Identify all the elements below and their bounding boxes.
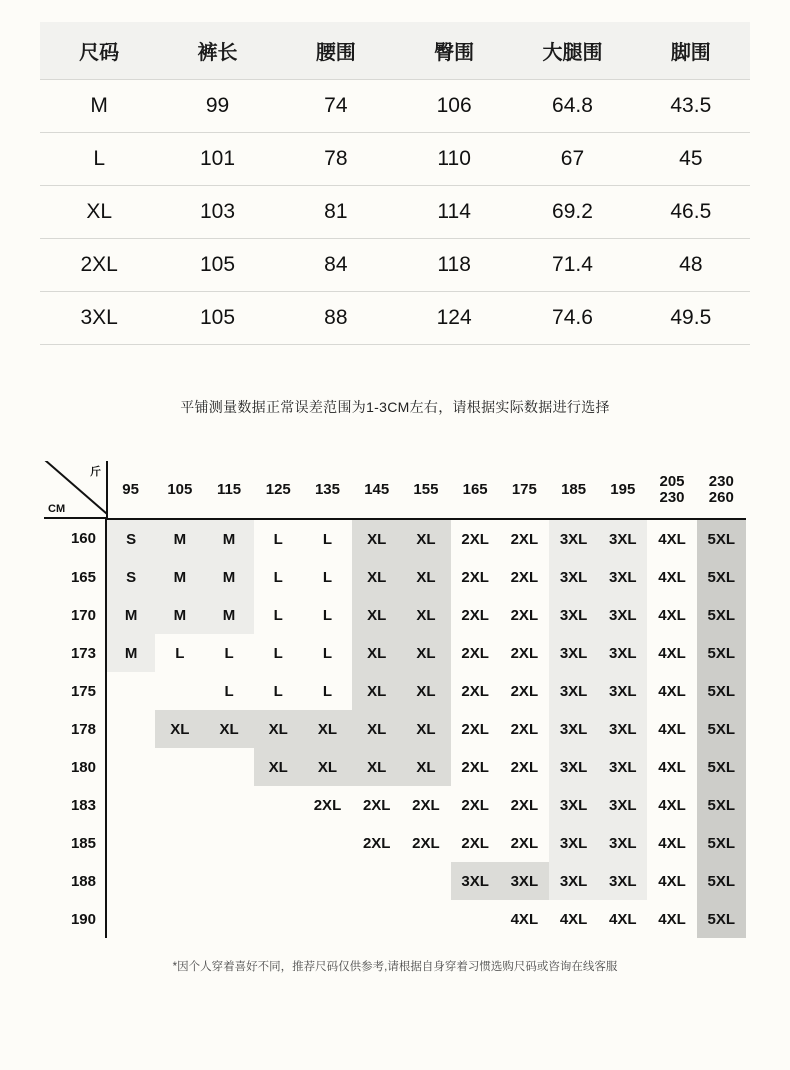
matrix-column-header — [697, 461, 746, 519]
spec-header-cell: 尺码 — [40, 22, 158, 80]
matrix-cell: L — [273, 530, 283, 548]
spec-table-header — [40, 22, 750, 80]
spec-cell: 78 — [277, 133, 395, 186]
matrix-cell: 3XL — [598, 710, 647, 748]
matrix-cell — [303, 824, 352, 862]
matrix-column-header — [598, 461, 647, 519]
matrix-cell: XL — [352, 672, 401, 710]
matrix-cell: 2XL — [313, 796, 342, 814]
spec-cell: 114 — [395, 186, 513, 239]
spec-cell: 101 — [158, 133, 276, 186]
matrix-cell — [155, 900, 204, 938]
matrix-cell — [254, 862, 303, 900]
matrix-cell: S — [106, 558, 155, 596]
matrix-cell: 3XL — [598, 748, 647, 786]
matrix-cell — [106, 900, 155, 938]
matrix-cell: 2XL — [461, 606, 489, 624]
matrix-cell: 4XL — [658, 682, 686, 700]
matrix-cell — [254, 786, 303, 824]
spec-cell: 88 — [277, 292, 395, 345]
matrix-cell: 5XL — [697, 519, 746, 558]
matrix-cell: 4XL — [658, 644, 686, 662]
matrix-cell: 2XL — [510, 682, 539, 700]
matrix-column-header — [401, 461, 450, 519]
matrix-column-header — [106, 461, 155, 519]
matrix-cell: M — [155, 558, 204, 596]
matrix-cell: 2XL — [362, 796, 391, 814]
matrix-cell: 3XL — [598, 519, 647, 558]
matrix-cell: 2XL — [510, 644, 539, 662]
matrix-cell: 5XL — [697, 672, 746, 710]
matrix-cell: 3XL — [598, 596, 647, 634]
matrix-cell: 3XL — [549, 748, 598, 786]
matrix-cell: 3XL — [451, 862, 500, 900]
matrix-cell: 3XL — [549, 862, 598, 900]
matrix-cell — [106, 824, 155, 862]
col-line1: 115 — [216, 480, 242, 498]
matrix-cell: XL — [401, 596, 450, 634]
matrix-cell: XL — [401, 710, 450, 748]
matrix-cell — [106, 862, 155, 900]
spec-cell: 64.8 — [513, 80, 631, 133]
matrix-cell — [106, 710, 155, 748]
col-line2: 230 — [659, 488, 685, 506]
matrix-cell — [204, 824, 253, 862]
spec-header-row — [40, 22, 750, 80]
col-line1: 95 — [122, 480, 139, 498]
matrix-cell: L — [322, 644, 333, 662]
matrix-column-header — [254, 461, 303, 519]
measurement-note: 平铺测量数据正常误差范围为1-3CM左右，请根据实际数据进行选择 — [180, 399, 610, 415]
spec-cell: 84 — [277, 239, 395, 292]
col-line1: 105 — [167, 480, 193, 498]
matrix-cell: XL — [352, 558, 401, 596]
spec-cell: 43.5 — [632, 80, 750, 133]
matrix-cell: L — [273, 568, 283, 586]
matrix-cell: S — [106, 519, 155, 558]
matrix-row-label: 183 — [44, 786, 106, 824]
matrix-cell: M — [204, 558, 253, 596]
matrix-column-header — [549, 461, 598, 519]
matrix-cell: 3XL — [549, 558, 598, 596]
matrix-cell: XL — [352, 596, 401, 634]
matrix-row-label: 185 — [44, 824, 106, 862]
matrix-cell: 3XL — [549, 596, 598, 634]
spec-cell: 46.5 — [632, 186, 750, 239]
matrix-cell: 5XL — [697, 900, 746, 938]
matrix-row-label: 175 — [44, 672, 106, 710]
size-recommendation-matrix — [44, 461, 746, 938]
spec-cell: 118 — [395, 239, 513, 292]
weight-axis-label: 斤 — [90, 466, 101, 478]
matrix-cell: L — [322, 606, 333, 624]
spec-cell: 99 — [158, 80, 276, 133]
matrix-cell: XL — [352, 710, 401, 748]
matrix-cell: XL — [155, 710, 204, 748]
matrix-header — [44, 461, 746, 519]
table-row — [44, 824, 746, 862]
matrix-cell: 4XL — [559, 910, 588, 928]
spec-cell: 105 — [158, 239, 276, 292]
matrix-cell: 4XL — [658, 606, 686, 624]
matrix-column-header — [303, 461, 352, 519]
matrix-cell: 3XL — [549, 634, 598, 672]
matrix-cell: M — [204, 596, 253, 634]
table-row — [44, 862, 746, 900]
matrix-cell — [254, 824, 303, 862]
matrix-cell: XL — [204, 710, 253, 748]
matrix-cell — [254, 900, 303, 938]
matrix-row-label: 173 — [44, 634, 106, 672]
matrix-cell: 4XL — [658, 796, 686, 814]
col-line1: 135 — [314, 480, 340, 498]
matrix-cell: 2XL — [461, 834, 489, 852]
matrix-cell: 2XL — [510, 568, 539, 586]
matrix-cell: 3XL — [598, 634, 647, 672]
spec-header-cell: 腰围 — [277, 22, 395, 80]
table-row — [40, 292, 750, 345]
spec-cell: 48 — [632, 239, 750, 292]
matrix-cell — [303, 900, 352, 938]
matrix-cell: L — [322, 568, 333, 586]
table-row — [44, 596, 746, 634]
matrix-cell — [155, 786, 204, 824]
matrix-cell: 4XL — [658, 758, 686, 776]
table-row — [44, 786, 746, 824]
spec-cell: 105 — [158, 292, 276, 345]
matrix-cell — [204, 786, 253, 824]
spec-header-cell: 裤长 — [158, 22, 276, 80]
matrix-cell: XL — [254, 748, 303, 786]
spec-header-cell: 臀围 — [395, 22, 513, 80]
col-line2: 260 — [708, 488, 734, 506]
spec-header-cell: 大腿围 — [513, 22, 631, 80]
matrix-cell: 5XL — [697, 786, 746, 824]
matrix-cell: 2XL — [461, 644, 489, 662]
matrix-cell: 2XL — [510, 530, 539, 548]
matrix-cell — [303, 862, 352, 900]
matrix-cell: 4XL — [609, 910, 637, 928]
spec-cell: 110 — [395, 133, 513, 186]
size-footnote: *因个人穿着喜好不同，推荐尺码仅供参考,请根据自身穿着习惯选购尺码或咨询在线客服 — [172, 961, 618, 973]
matrix-cell: 4XL — [510, 910, 539, 928]
matrix-cell: L — [175, 644, 185, 662]
matrix-cell: L — [322, 682, 333, 700]
axis-corner — [44, 461, 108, 519]
table-row — [44, 634, 746, 672]
matrix-cell: XL — [303, 748, 352, 786]
matrix-cell: L — [322, 530, 333, 548]
matrix-cell: 3XL — [598, 672, 647, 710]
matrix-cell: 2XL — [461, 530, 489, 548]
spec-cell: M — [40, 80, 158, 133]
matrix-header-row — [44, 461, 746, 519]
matrix-cell: XL — [401, 558, 450, 596]
col-line1: 230 — [708, 472, 734, 490]
col-line1: 185 — [561, 480, 587, 498]
matrix-cell — [155, 748, 204, 786]
matrix-cell: 5XL — [697, 862, 746, 900]
matrix-cell: 2XL — [412, 796, 440, 814]
matrix-cell: 2XL — [461, 758, 489, 776]
matrix-cell: 2XL — [510, 796, 539, 814]
matrix-cell: 2XL — [510, 720, 539, 738]
matrix-cell: 2XL — [461, 796, 489, 814]
matrix-cell: XL — [303, 710, 352, 748]
table-row — [44, 672, 746, 710]
matrix-cell: 3XL — [549, 710, 598, 748]
matrix-cell: 3XL — [549, 824, 598, 862]
matrix-cell — [204, 748, 253, 786]
col-line1: 205 — [659, 472, 685, 490]
matrix-cell: 3XL — [500, 862, 549, 900]
matrix-cell: 2XL — [461, 568, 489, 586]
matrix-cell — [352, 900, 401, 938]
matrix-cell: M — [106, 596, 155, 634]
spec-table-body — [40, 80, 750, 345]
matrix-column-header — [155, 461, 204, 519]
matrix-cell — [155, 824, 204, 862]
matrix-row-label: 170 — [44, 596, 106, 634]
table-row — [40, 80, 750, 133]
matrix-cell: 4XL — [658, 872, 686, 890]
matrix-cell: 2XL — [510, 834, 539, 852]
table-row — [44, 558, 746, 596]
matrix-cell: 3XL — [598, 786, 647, 824]
matrix-cell: 3XL — [549, 519, 598, 558]
matrix-cell: L — [273, 682, 283, 700]
table-row — [40, 239, 750, 292]
matrix-cell: 5XL — [697, 824, 746, 862]
matrix-cell: 5XL — [697, 634, 746, 672]
matrix-body — [44, 519, 746, 938]
matrix-cell — [204, 862, 253, 900]
matrix-column-header — [204, 461, 253, 519]
matrix-cell — [155, 672, 204, 710]
matrix-column-header — [352, 461, 401, 519]
table-row — [40, 133, 750, 186]
spec-cell: 3XL — [40, 292, 158, 345]
matrix-cell: 3XL — [549, 786, 598, 824]
matrix-cell — [155, 862, 204, 900]
spec-cell: 124 — [395, 292, 513, 345]
matrix-cell: 4XL — [658, 530, 686, 548]
spec-cell: 74 — [277, 80, 395, 133]
col-line1: 175 — [511, 480, 537, 498]
spec-cell: 103 — [158, 186, 276, 239]
matrix-cell: L — [273, 644, 283, 662]
matrix-cell: M — [204, 519, 253, 558]
matrix-cell: 2XL — [412, 834, 440, 852]
matrix-cell: 4XL — [658, 720, 686, 738]
spec-cell: 2XL — [40, 239, 158, 292]
spec-table-section — [0, 0, 790, 417]
matrix-cell: 2XL — [461, 720, 489, 738]
matrix-cell: 3XL — [598, 558, 647, 596]
matrix-cell: 5XL — [697, 748, 746, 786]
spec-cell: 69.2 — [513, 186, 631, 239]
matrix-cell: M — [155, 596, 204, 634]
table-row — [40, 186, 750, 239]
table-row — [44, 710, 746, 748]
matrix-cell — [204, 900, 253, 938]
col-line1: 155 — [413, 480, 439, 498]
matrix-cell: 5XL — [697, 558, 746, 596]
matrix-cell: 2XL — [461, 682, 489, 700]
spec-cell: 45 — [632, 133, 750, 186]
table-row — [44, 748, 746, 786]
matrix-row-label: 165 — [44, 558, 106, 596]
spec-cell: L — [40, 133, 158, 186]
matrix-cell: 5XL — [697, 596, 746, 634]
spec-header-cell: 脚围 — [632, 22, 750, 80]
col-line1: 195 — [610, 480, 636, 498]
matrix-cell — [106, 748, 155, 786]
matrix-cell: XL — [352, 634, 401, 672]
matrix-cell: 3XL — [598, 862, 647, 900]
matrix-cell: 5XL — [697, 710, 746, 748]
matrix-cell: 3XL — [549, 672, 598, 710]
matrix-cell: 2XL — [510, 606, 539, 624]
spec-cell: 67 — [513, 133, 631, 186]
matrix-row-label: 160 — [44, 519, 106, 558]
matrix-cell: 2XL — [510, 758, 539, 776]
matrix-row-label: 178 — [44, 710, 106, 748]
spec-cell: 71.4 — [513, 239, 631, 292]
spec-cell: 81 — [277, 186, 395, 239]
matrix-cell: XL — [401, 519, 450, 558]
col-line1: 145 — [364, 480, 390, 498]
matrix-cell: 3XL — [598, 824, 647, 862]
matrix-cell: L — [273, 606, 283, 624]
matrix-cell: 4XL — [658, 910, 686, 928]
col-line1: 165 — [462, 480, 488, 498]
matrix-column-header — [500, 461, 549, 519]
matrix-cell: M — [155, 519, 204, 558]
matrix-cell: 4XL — [658, 568, 686, 586]
matrix-column-header — [451, 461, 500, 519]
matrix-cell — [401, 900, 450, 938]
spec-cell: XL — [40, 186, 158, 239]
matrix-cell: XL — [352, 519, 401, 558]
matrix-cell: XL — [401, 634, 450, 672]
size-spec-table — [40, 22, 750, 345]
table-row — [44, 900, 746, 938]
matrix-cell: L — [224, 682, 234, 700]
matrix-cell — [352, 862, 401, 900]
table-row — [44, 519, 746, 558]
spec-cell: 74.6 — [513, 292, 631, 345]
matrix-cell: XL — [352, 748, 401, 786]
matrix-cell: 2XL — [362, 834, 391, 852]
spec-cell: 106 — [395, 80, 513, 133]
matrix-row-label: 180 — [44, 748, 106, 786]
matrix-cell: M — [106, 634, 155, 672]
height-axis-label: CM — [48, 503, 66, 515]
matrix-cell: 4XL — [658, 834, 686, 852]
col-line1: 125 — [265, 480, 291, 498]
matrix-cell — [451, 900, 500, 938]
matrix-cell — [106, 786, 155, 824]
matrix-row-label: 188 — [44, 862, 106, 900]
matrix-row-label: 190 — [44, 900, 106, 938]
size-recommendation-section — [0, 417, 790, 974]
matrix-cell: XL — [401, 748, 450, 786]
matrix-cell — [401, 862, 450, 900]
matrix-column-header — [647, 461, 696, 519]
matrix-corner-cell — [44, 461, 106, 519]
matrix-cell: XL — [254, 710, 303, 748]
matrix-cell: L — [224, 644, 234, 662]
matrix-cell — [106, 672, 155, 710]
matrix-cell: XL — [401, 672, 450, 710]
spec-cell: 49.5 — [632, 292, 750, 345]
